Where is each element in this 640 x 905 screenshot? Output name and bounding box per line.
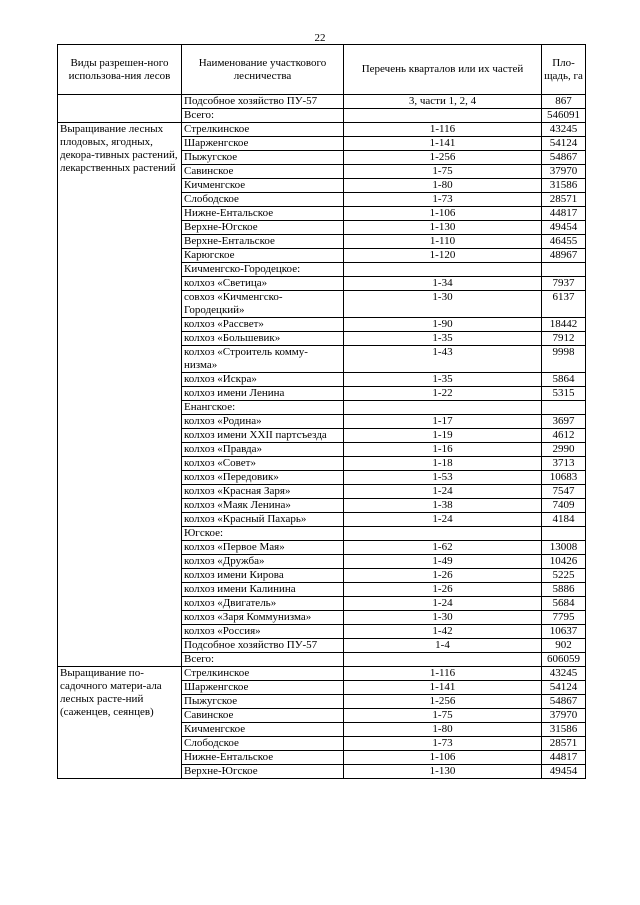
quarters-cell: 1-256 bbox=[344, 695, 542, 709]
forestry-name-cell: колхоз имени Кирова bbox=[182, 569, 344, 583]
forestry-name-cell: Савинское bbox=[182, 165, 344, 179]
quarters-cell: 1-141 bbox=[344, 681, 542, 695]
quarters-cell: 1-106 bbox=[344, 751, 542, 765]
quarters-cell: 1-38 bbox=[344, 499, 542, 513]
area-cell: 5886 bbox=[542, 583, 586, 597]
quarters-cell: 1-24 bbox=[344, 485, 542, 499]
forestry-name-cell: колхоз «Строитель комму-низма» bbox=[182, 346, 344, 373]
forestry-name-cell: Шарженгское bbox=[182, 137, 344, 151]
area-cell: 48967 bbox=[542, 249, 586, 263]
area-cell: 43245 bbox=[542, 667, 586, 681]
forestry-name-cell: колхоз «Красная Заря» bbox=[182, 485, 344, 499]
forestry-name-cell: Югское: bbox=[182, 527, 344, 541]
quarters-cell bbox=[344, 527, 542, 541]
quarters-cell: 1-26 bbox=[344, 569, 542, 583]
forestry-name-cell: Подсобное хозяйство ПУ-57 bbox=[182, 95, 344, 109]
area-cell: 44817 bbox=[542, 751, 586, 765]
quarters-cell: 1-116 bbox=[344, 123, 542, 137]
table-body bbox=[58, 95, 586, 779]
quarters-cell: 1-18 bbox=[344, 457, 542, 471]
quarters-cell: 1-130 bbox=[344, 221, 542, 235]
forestry-name-cell: Слободское bbox=[182, 737, 344, 751]
header-area: Пло-щадь, га bbox=[542, 45, 586, 95]
area-cell: 2990 bbox=[542, 443, 586, 457]
quarters-cell: 1-106 bbox=[344, 207, 542, 221]
table-row bbox=[58, 123, 586, 137]
area-cell: 28571 bbox=[542, 737, 586, 751]
forestry-name-cell: Всего: bbox=[182, 109, 344, 123]
area-cell: 31586 bbox=[542, 723, 586, 737]
area-cell bbox=[542, 401, 586, 415]
quarters-cell bbox=[344, 653, 542, 667]
area-cell: 7547 bbox=[542, 485, 586, 499]
forestry-name-cell: колхоз «Большевик» bbox=[182, 332, 344, 346]
area-cell: 10637 bbox=[542, 625, 586, 639]
area-cell: 49454 bbox=[542, 765, 586, 779]
forestry-name-cell: колхоз «Рассвет» bbox=[182, 318, 344, 332]
table-row bbox=[58, 667, 586, 681]
quarters-cell: 1-90 bbox=[344, 318, 542, 332]
forestry-name-cell: колхоз «Светица» bbox=[182, 277, 344, 291]
forestry-name-cell: колхоз «Маяк Ленина» bbox=[182, 499, 344, 513]
quarters-cell: 1-24 bbox=[344, 597, 542, 611]
quarters-cell: 1-62 bbox=[344, 541, 542, 555]
area-cell: 606059 bbox=[542, 653, 586, 667]
header-use: Виды разрешен-ного использова-ния лесов bbox=[58, 45, 182, 95]
forestry-name-cell: Карюгское bbox=[182, 249, 344, 263]
forestry-name-cell: Верхне-Югское bbox=[182, 221, 344, 235]
area-cell: 10683 bbox=[542, 471, 586, 485]
forestry-name-cell: колхоз имени Ленина bbox=[182, 387, 344, 401]
forestry-name-cell: колхоз «Правда» bbox=[182, 443, 344, 457]
area-cell: 4612 bbox=[542, 429, 586, 443]
quarters-cell: 1-53 bbox=[344, 471, 542, 485]
area-cell: 54867 bbox=[542, 151, 586, 165]
quarters-cell: 1-19 bbox=[344, 429, 542, 443]
quarters-cell: 1-75 bbox=[344, 709, 542, 723]
area-cell: 18442 bbox=[542, 318, 586, 332]
area-cell: 13008 bbox=[542, 541, 586, 555]
quarters-cell: 1-30 bbox=[344, 291, 542, 318]
area-cell bbox=[542, 527, 586, 541]
quarters-cell bbox=[344, 263, 542, 277]
area-cell: 546091 bbox=[542, 109, 586, 123]
forestry-name-cell: Кичменгско-Городецкое: bbox=[182, 263, 344, 277]
quarters-cell: 1-73 bbox=[344, 193, 542, 207]
use-type-cell: Выращивание лесных плодовых, ягодных, декора-тивных растений, лекарственных растений bbox=[58, 123, 182, 667]
forestry-name-cell: колхоз «Передовик» bbox=[182, 471, 344, 485]
forestry-name-cell: Пыжугское bbox=[182, 695, 344, 709]
quarters-cell: 1-24 bbox=[344, 513, 542, 527]
use-type-cell: Выращивание по-садочного матери-ала лесных расте-ний (саженцев, сеянцев) bbox=[58, 667, 182, 779]
area-cell: 7912 bbox=[542, 332, 586, 346]
area-cell: 54124 bbox=[542, 137, 586, 151]
area-cell: 54867 bbox=[542, 695, 586, 709]
forestry-name-cell: колхоз «Двигатель» bbox=[182, 597, 344, 611]
area-cell: 5684 bbox=[542, 597, 586, 611]
forest-use-table bbox=[57, 44, 586, 779]
forestry-name-cell: Слободское bbox=[182, 193, 344, 207]
quarters-cell: 1-75 bbox=[344, 165, 542, 179]
forestry-name-cell: Кичменгское bbox=[182, 723, 344, 737]
table-row bbox=[58, 95, 586, 109]
area-cell: 5864 bbox=[542, 373, 586, 387]
forestry-name-cell: Всего: bbox=[182, 653, 344, 667]
forestry-name-cell: Стрелкинское bbox=[182, 123, 344, 137]
header-name: Наименование участкового лесничества bbox=[182, 45, 344, 95]
area-cell: 28571 bbox=[542, 193, 586, 207]
quarters-cell: 3, части 1, 2, 4 bbox=[344, 95, 542, 109]
quarters-cell: 1-4 bbox=[344, 639, 542, 653]
quarters-cell: 1-35 bbox=[344, 332, 542, 346]
area-cell: 902 bbox=[542, 639, 586, 653]
area-cell: 31586 bbox=[542, 179, 586, 193]
forestry-name-cell: колхоз «Заря Коммунизма» bbox=[182, 611, 344, 625]
quarters-cell: 1-17 bbox=[344, 415, 542, 429]
quarters-cell: 1-42 bbox=[344, 625, 542, 639]
forestry-name-cell: Подсобное хозяйство ПУ-57 bbox=[182, 639, 344, 653]
forestry-name-cell: совхоз «Кичменгско-Городецкий» bbox=[182, 291, 344, 318]
forestry-name-cell: Нижне-Ентальское bbox=[182, 207, 344, 221]
area-cell: 5315 bbox=[542, 387, 586, 401]
area-cell: 5225 bbox=[542, 569, 586, 583]
quarters-cell: 1-80 bbox=[344, 723, 542, 737]
area-cell: 6137 bbox=[542, 291, 586, 318]
area-cell: 4184 bbox=[542, 513, 586, 527]
area-cell: 43245 bbox=[542, 123, 586, 137]
forestry-name-cell: Енангское: bbox=[182, 401, 344, 415]
forestry-name-cell: колхоз «Первое Мая» bbox=[182, 541, 344, 555]
area-cell: 7409 bbox=[542, 499, 586, 513]
forestry-name-cell: колхоз «Совет» bbox=[182, 457, 344, 471]
quarters-cell: 1-43 bbox=[344, 346, 542, 373]
area-cell: 37970 bbox=[542, 165, 586, 179]
area-cell: 867 bbox=[542, 95, 586, 109]
forestry-name-cell: колхоз «Красный Пахарь» bbox=[182, 513, 344, 527]
table-header-row bbox=[58, 45, 586, 95]
quarters-cell: 1-73 bbox=[344, 737, 542, 751]
forestry-name-cell: Савинское bbox=[182, 709, 344, 723]
quarters-cell: 1-16 bbox=[344, 443, 542, 457]
forestry-name-cell: Стрелкинское bbox=[182, 667, 344, 681]
forestry-name-cell: Верхне-Югское bbox=[182, 765, 344, 779]
use-type-cell bbox=[58, 95, 182, 123]
area-cell: 7795 bbox=[542, 611, 586, 625]
quarters-cell: 1-34 bbox=[344, 277, 542, 291]
area-cell bbox=[542, 263, 586, 277]
quarters-cell: 1-141 bbox=[344, 137, 542, 151]
area-cell: 49454 bbox=[542, 221, 586, 235]
forestry-name-cell: Кичменгское bbox=[182, 179, 344, 193]
page-number: 22 bbox=[314, 32, 326, 44]
quarters-cell bbox=[344, 109, 542, 123]
area-cell: 37970 bbox=[542, 709, 586, 723]
quarters-cell: 1-49 bbox=[344, 555, 542, 569]
area-cell: 46455 bbox=[542, 235, 586, 249]
forestry-name-cell: Шарженгское bbox=[182, 681, 344, 695]
forestry-name-cell: Пыжугское bbox=[182, 151, 344, 165]
area-cell: 3697 bbox=[542, 415, 586, 429]
forestry-name-cell: Верхне-Ентальское bbox=[182, 235, 344, 249]
area-cell: 3713 bbox=[542, 457, 586, 471]
forestry-name-cell: колхоз имени XXII партсъезда bbox=[182, 429, 344, 443]
area-cell: 44817 bbox=[542, 207, 586, 221]
quarters-cell: 1-30 bbox=[344, 611, 542, 625]
quarters-cell: 1-120 bbox=[344, 249, 542, 263]
forestry-name-cell: колхоз «Искра» bbox=[182, 373, 344, 387]
area-cell: 10426 bbox=[542, 555, 586, 569]
area-cell: 7937 bbox=[542, 277, 586, 291]
quarters-cell: 1-35 bbox=[344, 373, 542, 387]
forestry-name-cell: Нижне-Ентальское bbox=[182, 751, 344, 765]
quarters-cell: 1-256 bbox=[344, 151, 542, 165]
forestry-name-cell: колхоз имени Калинина bbox=[182, 583, 344, 597]
quarters-cell: 1-22 bbox=[344, 387, 542, 401]
quarters-cell: 1-130 bbox=[344, 765, 542, 779]
quarters-cell: 1-110 bbox=[344, 235, 542, 249]
header-quarters: Перечень кварталов или их частей bbox=[344, 45, 542, 95]
quarters-cell bbox=[344, 401, 542, 415]
area-cell: 9998 bbox=[542, 346, 586, 373]
forestry-name-cell: колхоз «Дружба» bbox=[182, 555, 344, 569]
forestry-name-cell: колхоз «Родина» bbox=[182, 415, 344, 429]
quarters-cell: 1-80 bbox=[344, 179, 542, 193]
quarters-cell: 1-26 bbox=[344, 583, 542, 597]
quarters-cell: 1-116 bbox=[344, 667, 542, 681]
forestry-name-cell: колхоз «Россия» bbox=[182, 625, 344, 639]
area-cell: 54124 bbox=[542, 681, 586, 695]
